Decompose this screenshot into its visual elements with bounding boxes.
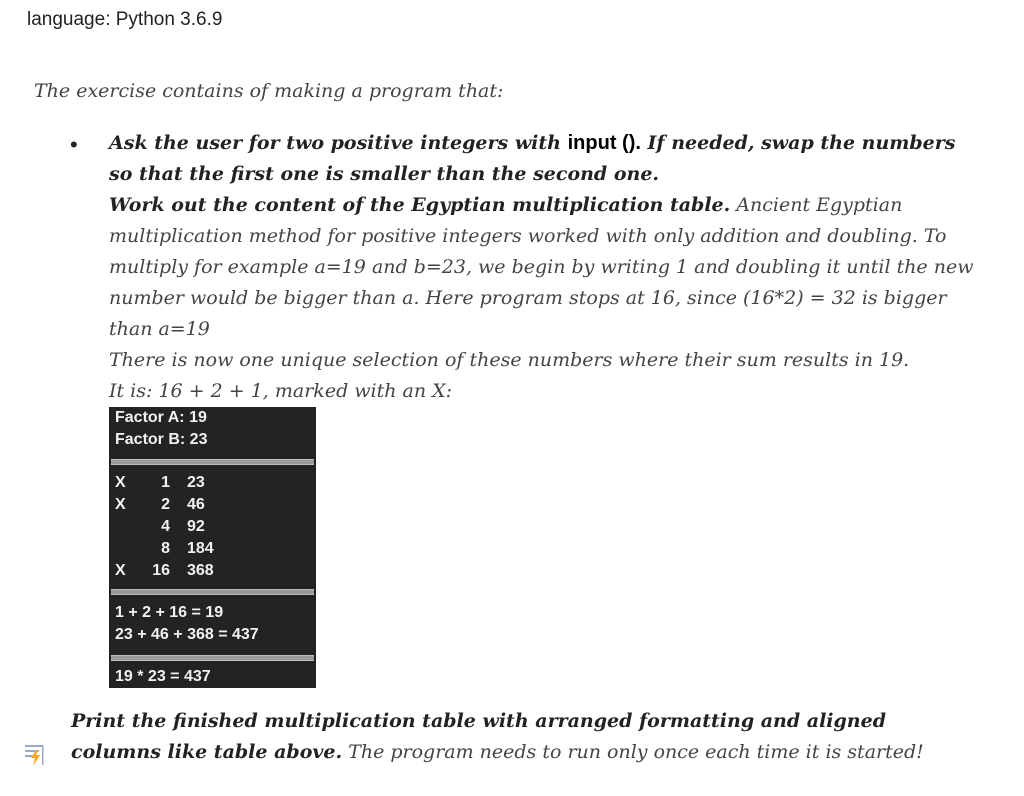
method-description: Ancient Egyptian multiplication method for positive integers worked with only addition and doubling. To multiply for example a=19 and b=23, we begin by writing 1 and doubling it until the new number would be bigger than a. Here program stops at 16, since (16*2) = 32 is bigger than a=19 bbox=[109, 194, 974, 340]
bullet-dot: • bbox=[70, 132, 78, 157]
language-label: language: Python 3.6.9 bbox=[27, 9, 223, 30]
instruction-para-2 bbox=[109, 190, 979, 345]
instruction-text-cont: If needed, swap the numbers so that the first one is smaller than the second one. bbox=[109, 132, 956, 185]
factor-a-line: Factor A: 19 bbox=[115, 409, 207, 426]
table-row bbox=[115, 540, 315, 562]
footer-bold: Print the finished multiplication table with arranged formatting and aligned columns like table above. bbox=[71, 710, 886, 763]
intro-text: The exercise contains of making a program that: bbox=[34, 80, 504, 102]
sum-b-line: 23 + 46 + 368 = 437 bbox=[115, 626, 259, 643]
table-row bbox=[115, 518, 315, 540]
table-row bbox=[115, 474, 315, 496]
row-a: 4 bbox=[161, 518, 170, 535]
sum-a-line: 1 + 2 + 16 = 19 bbox=[115, 604, 224, 621]
separator bbox=[111, 655, 314, 661]
note-lightning-icon[interactable] bbox=[24, 742, 48, 768]
row-a: 8 bbox=[161, 540, 170, 557]
row-b: 368 bbox=[187, 562, 214, 579]
instruction-line-1 bbox=[109, 128, 979, 190]
exercise-bullet bbox=[109, 128, 979, 407]
row-a: 16 bbox=[152, 562, 170, 579]
separator bbox=[111, 589, 314, 595]
input-keyword: input (). bbox=[567, 132, 641, 154]
footer-text bbox=[71, 706, 971, 768]
row-b: 46 bbox=[187, 496, 205, 513]
table-row bbox=[115, 496, 315, 518]
table-row bbox=[115, 562, 315, 584]
separator bbox=[111, 459, 314, 465]
row-mark: X bbox=[115, 474, 126, 491]
row-a: 1 bbox=[161, 474, 170, 491]
result-line: 19 * 23 = 437 bbox=[115, 668, 211, 685]
row-b: 23 bbox=[187, 474, 205, 491]
factor-b-line: Factor B: 23 bbox=[115, 431, 208, 448]
instruction-para-4: It is: 16 + 2 + 1, marked with an X: bbox=[109, 380, 453, 402]
instruction-para-3: There is now one unique selection of these numbers where their sum results in 19. bbox=[109, 349, 910, 371]
row-b: 184 bbox=[187, 540, 214, 557]
row-b: 92 bbox=[187, 518, 205, 535]
table-heading-text: Work out the content of the Egyptian multiplication table. bbox=[109, 194, 731, 216]
terminal-output bbox=[109, 407, 316, 688]
footer-rest: The program needs to run only once each time it is started! bbox=[342, 741, 924, 763]
row-a: 2 bbox=[161, 496, 170, 513]
row-mark: X bbox=[115, 562, 126, 579]
instruction-text: Ask the user for two positive integers with bbox=[109, 132, 568, 154]
row-mark: X bbox=[115, 496, 126, 513]
